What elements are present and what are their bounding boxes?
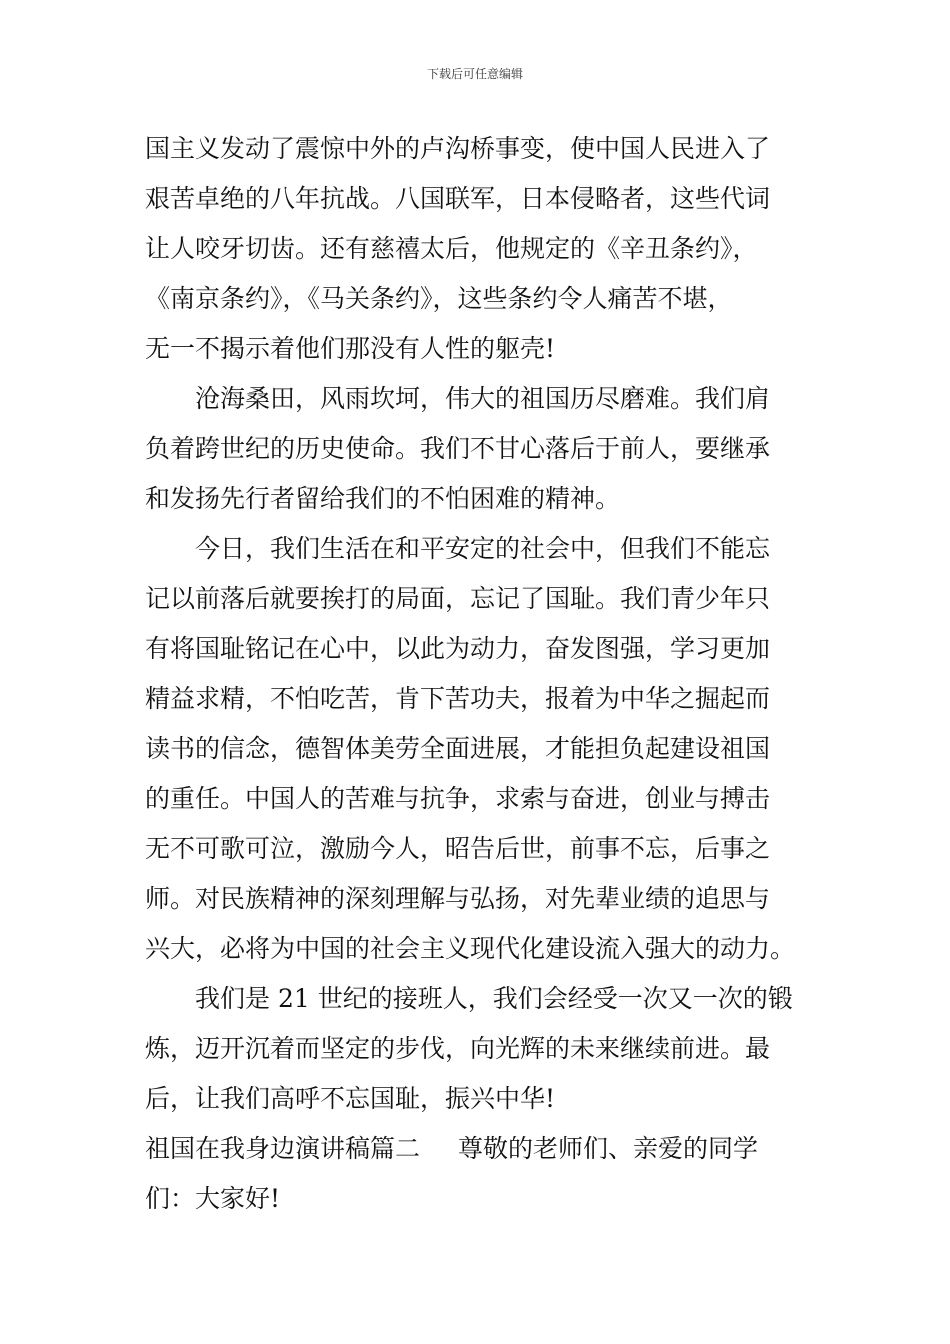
greeting-start: 尊敬的老师们、亲爱的同学 bbox=[458, 1134, 759, 1163]
text-line: 有将国耻铭记在心中，以此为动力，奋发图强，学习更加 bbox=[145, 634, 771, 663]
header-note: 下载后可任意编辑 bbox=[426, 67, 523, 81]
text-line: 无一不揭示着他们那没有人性的躯壳! bbox=[145, 334, 556, 363]
text-line: 艰苦卓绝的八年抗战。八国联军，日本侵略者，这些代词 bbox=[145, 184, 771, 213]
text-line: 精益求精，不怕吃苦，肯下苦功夫，报着为中华之掘起而 bbox=[145, 684, 771, 713]
text-line: 《南京条约》，《马关条约》，这些条约令人痛苦不堪， bbox=[145, 284, 733, 313]
text-line: 炼，迈开沉着而坚定的步伐，向光辉的未来继续前进。最 bbox=[145, 1034, 771, 1063]
greeting-end: 们：大家好! bbox=[145, 1184, 281, 1213]
paragraph-first-line: 今日，我们生活在和平安定的社会中，但我们不能忘 bbox=[195, 534, 771, 563]
document-body bbox=[145, 124, 807, 1224]
text-line: 后，让我们高呼不忘国耻，振兴中华! bbox=[145, 1084, 556, 1113]
text-line: 负着跨世纪的历史使命。我们不甘心落后于前人，要继承 bbox=[145, 434, 771, 463]
text-line: 让人咬牙切齿。还有慈禧太后，他规定的《辛丑条约》， bbox=[145, 234, 758, 263]
section-title: 祖国在我身边演讲稿篇二 bbox=[145, 1134, 421, 1163]
text-line: 和发扬先行者留给我们的不怕困难的精神。 bbox=[145, 484, 621, 513]
text-line: 师。对民族精神的深刻理解与弘扬，对先辈业绩的追思与 bbox=[145, 884, 771, 913]
text-line: 读书的信念，德智体美劳全面进展，才能担负起建设祖国 bbox=[145, 734, 771, 763]
text-line: 记以前落后就要挨打的局面，忘记了国耻。我们青少年只 bbox=[145, 584, 771, 613]
section-title-line bbox=[145, 1124, 807, 1174]
text-line: 兴大，必将为中国的社会主义现代化建设流入强大的动力。 bbox=[145, 934, 796, 963]
text-line: 的重任。中国人的苦难与抗争，求索与奋进，创业与搏击 bbox=[145, 784, 771, 813]
paragraph-first-line: 我们是 21 世纪的接班人，我们会经受一次又一次的锻 bbox=[195, 984, 793, 1013]
text-line: 无不可歌可泣，激励今人，昭告后世，前事不忘，后事之 bbox=[145, 834, 771, 863]
paragraph-first-line: 沧海桑田，风雨坎坷，伟大的祖国历尽磨难。我们肩 bbox=[195, 384, 771, 413]
text-line: 国主义发动了震惊中外的卢沟桥事变，使中国人民进入了 bbox=[145, 134, 771, 163]
